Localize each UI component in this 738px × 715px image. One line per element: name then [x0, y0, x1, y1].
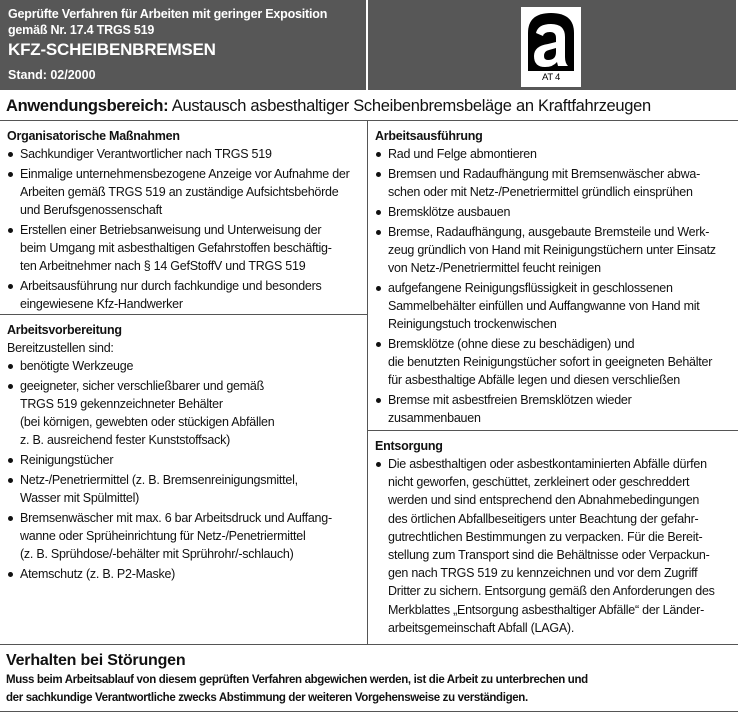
revision-date: Stand: 02/2000 [8, 68, 96, 82]
list-item-line: beim Umgang mit asbesthaltigen Gefahrstoffen beschäftig- [20, 241, 332, 256]
list-item-line: Die asbesthaltigen oder asbestkontaminierten Abfälle dürfen [388, 457, 707, 471]
list-item-line: Atemschutz (z. B. P2-Maske) [20, 567, 176, 582]
list-item [7, 509, 361, 564]
list-item-line: Arbeitsausführung nur durch fachkundige und besonders [20, 279, 322, 294]
list-item-line: Merkblattes „Entsorgung asbesthaltiger Abfälle“ der Länder- [388, 602, 704, 617]
list-item [375, 223, 732, 278]
scope-text: Austausch asbesthaltiger Scheibenbremsbeläge an Kraftfahrzeugen [168, 97, 651, 115]
list-item-line: die benutzten Reinigungstücher sofort in geeigneten Behälter [388, 355, 713, 370]
list-item-line: gutrechtlichen Bestimmungen zu verpacken. Für die Bereit- [388, 529, 703, 544]
scope-row [0, 91, 738, 121]
list-item-line: Bremse mit asbestfreien Bremsklötzen wieder [388, 393, 632, 408]
list-item-line: Netz-/Penetriermittel (z. B. Bremsenreinigungsmittel, [20, 473, 298, 487]
scope-label: Anwendungsbereich: [6, 97, 169, 115]
list-item-line: für asbesthaltige Abfälle legen und diesen verschließen [388, 373, 681, 388]
list-item-line: Reinigungstücher [20, 453, 114, 468]
bullet-list [7, 357, 361, 583]
section-title: Arbeitsausführung [375, 129, 483, 143]
list-item-line: werden und sind entsprechend den Abnahmebedingungen [388, 493, 700, 508]
list-item-line: zusammenbauen [388, 411, 481, 426]
document-title: KFZ-SCHEIBENBREMSEN [8, 40, 216, 59]
list-item-line: Bremsklötze (ohne diese zu beschädigen) und [388, 337, 635, 351]
section-disposal [368, 431, 738, 637]
list-item-line: Bremse, Radaufhängung, ausgebaute Bremsteile und Werk- [388, 224, 710, 239]
list-item-line: Wasser mit Spülmittel) [20, 491, 140, 506]
list-item [7, 451, 361, 469]
header-subtitle-line-2: gemäß Nr. 17.4 TRGS 519 [8, 23, 155, 37]
list-item-line: Sachkundiger Verantwortlicher nach TRGS 519 [20, 147, 272, 161]
list-item-line: Einmalige unternehmensbezogene Anzeige vor Aufnahme der [20, 166, 350, 181]
list-item [7, 277, 361, 313]
malfunction-text-line: Muss beim Arbeitsablauf von diesem geprüften Verfahren abgewichen werden, ist die Arbeit zu unterbrechen und [6, 674, 588, 686]
list-item [375, 335, 732, 390]
logo-caption: AT 4 [542, 72, 560, 83]
malfunction-section [0, 644, 738, 712]
section-title: Organisatorische Maßnahmen [7, 129, 180, 143]
list-item-line: (z. B. Sprühdose/-behälter mit Sprührohr/-schlauch) [20, 547, 294, 562]
list-item-line: des örtlichen Abfallbeseitigers unter Beachtung der gefahr- [388, 511, 699, 526]
at4-logo [521, 7, 581, 87]
list-item-line: z. B. ausreichend fester Kunststoffsack) [20, 433, 231, 448]
list-item-line: von Netz-/Penetriermittel feucht reinigen [388, 261, 601, 275]
list-item-line: TRGS 519 gekennzeichneter Behälter [20, 397, 223, 411]
list-item-line: Arbeiten gemäß TRGS 519 an zuständige Aufsichtsbehörde [20, 185, 339, 199]
list-item [7, 565, 361, 583]
list-item-line: Rad und Felge abmontieren [388, 147, 537, 161]
list-item [7, 357, 361, 375]
list-item [375, 455, 732, 637]
malfunction-title: Verhalten bei Störungen [6, 652, 186, 669]
list-item-line: Reinigungstuch trockenwischen [388, 317, 557, 332]
list-item-line: wanne oder Sprüheinrichtung für Netz-/Penetriermittel [20, 529, 306, 544]
list-item-line: (bei körnigen, gewebten oder stückigen Abfällen [20, 415, 275, 430]
list-item [7, 145, 361, 163]
right-column [368, 121, 738, 644]
list-item [375, 279, 732, 334]
list-item-line: eingewiesene Kfz-Handwerker [20, 297, 183, 312]
section-title: Arbeitsvorbereitung [7, 323, 122, 337]
left-column [0, 121, 368, 644]
list-item [7, 221, 361, 276]
list-item [7, 377, 361, 450]
bullet-list [375, 145, 732, 428]
list-item-line: ten Arbeitnehmer nach § 14 GefStoffV und TRGS 519 [20, 259, 306, 274]
section-work-preparation [0, 315, 367, 583]
list-item-line: gen nach TRGS 519 zu kennzeichnen und vor dem Zugriff [388, 566, 698, 581]
list-item-line: und Berufsgenossenschaft [20, 203, 163, 218]
header-logo-block [368, 0, 736, 90]
list-item [375, 165, 732, 201]
list-item-line: nicht geworfen, geschüttet, zerkleinert oder geschreddert [388, 475, 690, 490]
list-item [7, 165, 361, 220]
bullet-list [375, 455, 732, 637]
list-item-line: stellung zum Transport sind die Behältnisse oder Verpackun- [388, 548, 710, 563]
list-item-line: aufgefangene Reinigungsflüssigkeit in geschlossenen [388, 280, 673, 295]
letter-a-icon [526, 11, 576, 71]
bullet-list [7, 145, 361, 314]
list-item-line: benötigte Werkzeuge [20, 359, 134, 373]
malfunction-text [6, 671, 738, 707]
header-title-block [0, 0, 368, 90]
document-header [0, 0, 738, 91]
section-intro: Bereitzustellen sind: [7, 341, 114, 355]
list-item-line: zeug gründlich von Hand mit Reinigungstüchern unter Einsatz [388, 242, 716, 257]
list-item-line: Bremsklötze ausbauen [388, 204, 511, 219]
list-item-line: Erstellen einer Betriebsanweisung und Unterweisung der [20, 223, 322, 237]
list-item [375, 145, 732, 163]
malfunction-text-line: der sachkundige Verantwortliche zwecks Abstimmung der weiteren Vorgehensweise zu verständigen. [6, 692, 528, 704]
list-item-line: Bremsenwäscher mit max. 6 bar Arbeitsdruck und Auffang- [20, 511, 332, 525]
list-item-line: schen oder mit Netz-/Penetriermittel gründlich einsprühen [388, 185, 693, 199]
list-item-line: Bremsen und Radaufhängung mit Bremsenwäscher abwa- [388, 166, 700, 181]
header-subtitle-line-1: Geprüfte Verfahren für Arbeiten mit geringer Exposition [8, 7, 328, 21]
list-item [375, 391, 732, 427]
section-organisational-measures [0, 121, 367, 315]
list-item-line: Dritter zu sichern. Entsorgung gemäß den Anforderungen des [388, 584, 715, 599]
section-title: Entsorgung [375, 439, 443, 453]
list-item-line: Sammelbehälter einfüllen und Auffangwanne von Hand mit [388, 299, 700, 313]
list-item [375, 203, 732, 221]
section-work-execution [368, 121, 738, 431]
list-item-line: geeigneter, sicher verschließbarer und gemäß [20, 378, 264, 393]
list-item [7, 471, 361, 507]
list-item-line: arbeitsgemeinschaft Abfall (LAGA). [388, 620, 575, 635]
